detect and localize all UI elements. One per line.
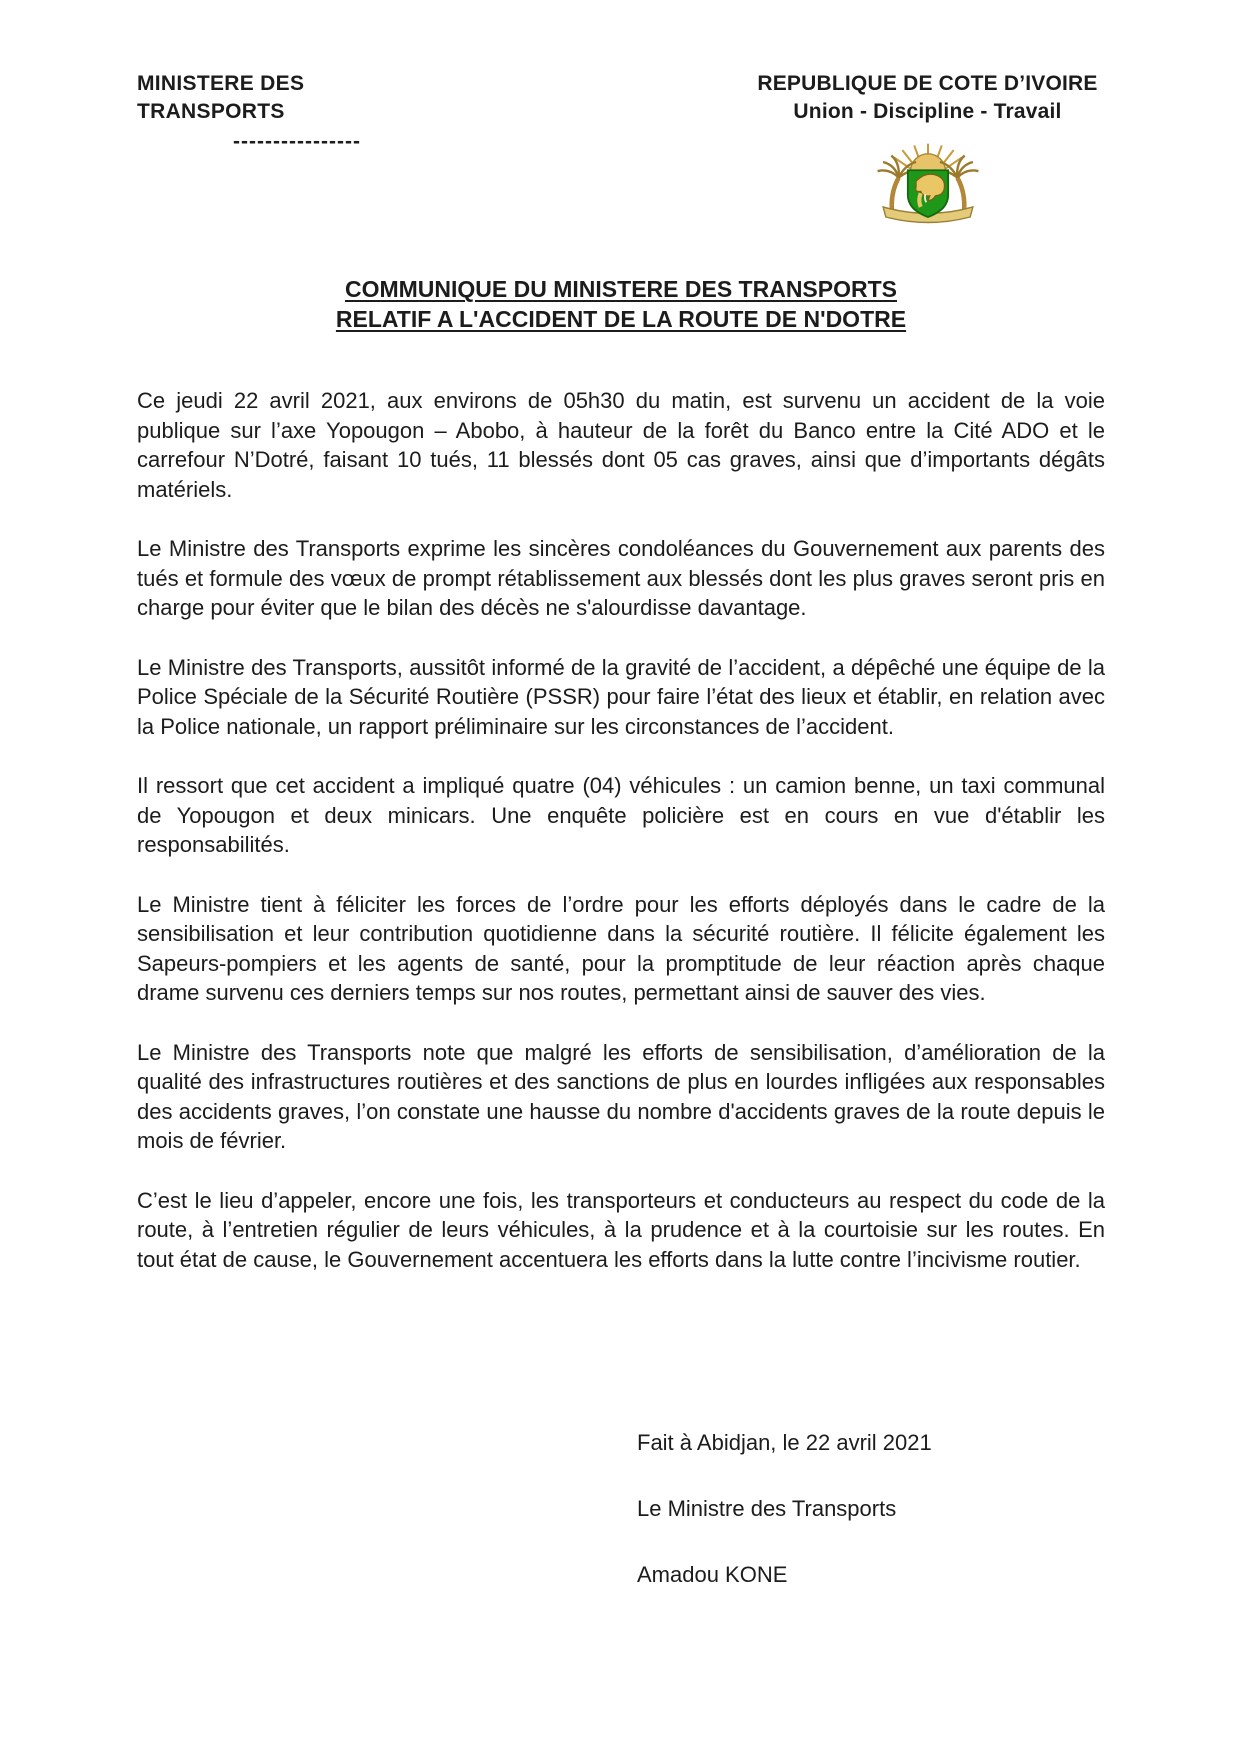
national-motto: Union - Discipline - Travail: [793, 100, 1062, 123]
document-title-line1: COMMUNIQUE DU MINISTERE DES TRANSPORTS: [344, 276, 898, 302]
paragraph-call-to-caution: C’est le lieu d’appeler, encore une fois, les transporteurs et conducteurs au respect du code de la route, à l’entretien régulier de leurs véhicules, à la prudence et à la courtoisie sur les routes. En tout état de cause, le Gouvernement accentuera les efforts dans la lutte contre l’incivisme routier.: [137, 1187, 1105, 1272]
republic-title: REPUBLIQUE DE COTE D’IVOIRE: [757, 72, 1098, 95]
document-title-line2: RELATIF A L'ACCIDENT DE LA ROUTE DE N'DOTRE: [335, 306, 907, 332]
header-separator-dashes: ----------------: [233, 130, 361, 153]
paragraph-accident-increase: Le Ministre des Transports note que malgré les efforts de sensibilisation, d’amélioration de la qualité des infrastructures routières et des sanctions de plus en lourdes infligées aux responsables des accidents graves, l’on constate une hausse du nombre d'accidents graves de la route depuis le mois de février.: [137, 1039, 1105, 1153]
signature-block: [637, 1428, 932, 1626]
cote-divoire-coat-of-arms-icon: [755, 140, 1100, 236]
document-title: [137, 274, 1105, 334]
signature-name: Amadou KONE: [637, 1562, 788, 1587]
paragraph-vehicles-involved: Il ressort que cet accident a impliqué quatre (04) véhicules : un camion benne, un taxi communal de Yopougon et deux minicars. Une enquête policière est en cours en vue d'établir les responsabilités.: [137, 773, 1105, 857]
signature-place-date: Fait à Abidjan, le 22 avril 2021: [637, 1430, 932, 1455]
ministry-title: MINISTERE DES TRANSPORTS: [137, 72, 305, 123]
republic-header: [755, 70, 1100, 236]
signature-role: Le Ministre des Transports: [637, 1496, 897, 1521]
paragraph-congratulations: Le Ministre tient à féliciter les forces de l’ordre pour les efforts déployés dans le cadre de la sensibilisation et leur contribution quotidienne dans la sécurité routière. Il félicite également les Sapeurs-pompiers et les agents de santé, pour la promptitude de leur réaction après chaque drame survenu ces derniers temps sur nos routes, permettant ainsi de sauver des vies.: [137, 891, 1105, 1005]
paragraph-pssr-dispatch: Le Ministre des Transports, aussitôt informé de la gravité de l’accident, a dépêché une équipe de la Police Spéciale de la Sécurité Routière (PSSR) pour faire l’état des lieux et établir, en relation avec la Police nationale, un rapport préliminaire sur les circonstances de l’accident.: [137, 654, 1105, 739]
document-body: [137, 386, 1105, 1304]
ministry-header: [137, 70, 457, 156]
paragraph-accident-report: Ce jeudi 22 avril 2021, aux environs de 05h30 du matin, est survenu un accident de la voie publique sur l’axe Yopougon – Abobo, à hauteur de la forêt du Banco entre la Cité ADO et le carrefour N’Dotré, faisant 10 tués, 11 blessés dont 05 cas graves, ainsi que d’importants dégâts matériels.: [137, 388, 1105, 502]
paragraph-condolences: Le Ministre des Transports exprime les sincères condoléances du Gouvernement aux parents des tués et formule des vœux de prompt rétablissement aux blessés dont les plus graves seront pris en charge pour éviter que le bilan des décès ne s'alourdisse davantage.: [137, 536, 1105, 620]
